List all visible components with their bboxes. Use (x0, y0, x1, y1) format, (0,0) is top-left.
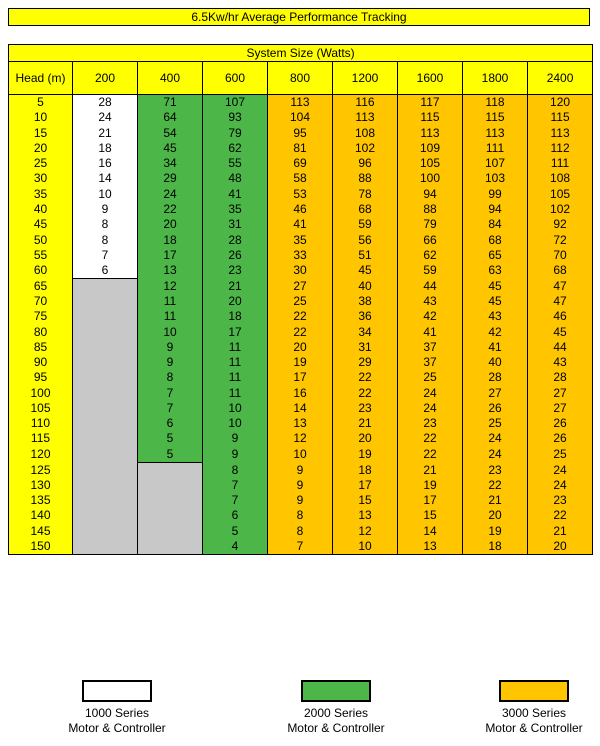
performance-cell: 28 (203, 232, 268, 247)
performance-cell: 55 (203, 156, 268, 171)
performance-cell: 69 (268, 156, 333, 171)
performance-cell: 72 (528, 232, 593, 247)
performance-cell: 19 (463, 523, 528, 538)
performance-cell: 17 (333, 478, 398, 493)
performance-cell: 59 (333, 217, 398, 232)
performance-cell: 71 (138, 95, 203, 111)
performance-cell: 10 (268, 447, 333, 463)
head-cell: 90 (9, 355, 73, 370)
table-row (9, 202, 593, 217)
performance-cell: 9 (138, 355, 203, 370)
performance-cell: 28 (73, 95, 138, 111)
performance-cell: 47 (528, 279, 593, 294)
performance-cell: 100 (398, 171, 463, 186)
performance-cell: 25 (268, 294, 333, 309)
performance-cell: 12 (138, 279, 203, 294)
performance-cell: 22 (333, 386, 398, 401)
performance-cell: 109 (398, 141, 463, 156)
performance-cell: 23 (203, 263, 268, 279)
performance-cell: 17 (398, 493, 463, 508)
performance-cell: 9 (203, 447, 268, 463)
performance-cell: 120 (528, 95, 593, 111)
head-cell: 130 (9, 478, 73, 493)
performance-cell: 24 (138, 187, 203, 202)
performance-cell: 17 (268, 370, 333, 385)
head-cell: 100 (9, 386, 73, 401)
performance-cell: 8 (268, 523, 333, 538)
watts-header-2400: 2400 (528, 62, 593, 95)
head-cell: 135 (9, 493, 73, 508)
performance-cell: 115 (528, 110, 593, 125)
performance-cell: 27 (268, 279, 333, 294)
watts-header-400: 400 (138, 62, 203, 95)
performance-cell: 24 (398, 401, 463, 416)
performance-cell: 34 (333, 324, 398, 339)
watts-header-1800: 1800 (463, 62, 528, 95)
performance-cell: 113 (398, 126, 463, 141)
performance-cell: 15 (333, 493, 398, 508)
table-row (9, 95, 593, 111)
performance-cell: 21 (528, 523, 593, 538)
performance-cell: 23 (528, 493, 593, 508)
performance-cell: 29 (333, 355, 398, 370)
performance-cell: 11 (203, 355, 268, 370)
performance-cell: 111 (463, 141, 528, 156)
head-cell: 85 (9, 340, 73, 355)
table-row (9, 217, 593, 232)
performance-cell: 37 (398, 355, 463, 370)
performance-cell: 102 (333, 141, 398, 156)
performance-cell: 12 (268, 431, 333, 446)
performance-cell: 26 (528, 416, 593, 431)
performance-cell: 21 (73, 126, 138, 141)
performance-cell: 9 (73, 202, 138, 217)
performance-cell: 33 (268, 248, 333, 263)
performance-cell: 20 (203, 294, 268, 309)
head-cell: 95 (9, 370, 73, 385)
performance-cell: 20 (333, 431, 398, 446)
table-row (9, 126, 593, 141)
performance-cell: 11 (203, 370, 268, 385)
performance-cell: 5 (138, 447, 203, 463)
performance-cell: 11 (138, 294, 203, 309)
head-cell: 120 (9, 447, 73, 463)
performance-cell: 40 (463, 355, 528, 370)
performance-cell: 108 (528, 171, 593, 186)
performance-cell: 14 (73, 171, 138, 186)
performance-cell: 94 (463, 202, 528, 217)
head-cell: 30 (9, 171, 73, 186)
performance-cell: 7 (73, 248, 138, 263)
performance-cell: 26 (463, 401, 528, 416)
performance-cell: 78 (333, 187, 398, 202)
performance-cell: 113 (333, 110, 398, 125)
performance-cell: 115 (398, 110, 463, 125)
performance-cell: 36 (333, 309, 398, 324)
performance-cell: 41 (203, 187, 268, 202)
performance-cell: 22 (268, 324, 333, 339)
performance-cell: 59 (398, 263, 463, 279)
performance-cell: 18 (73, 141, 138, 156)
performance-cell: 62 (398, 248, 463, 263)
performance-cell: 26 (203, 248, 268, 263)
performance-cell: 95 (268, 126, 333, 141)
performance-cell: 45 (138, 141, 203, 156)
performance-cell: 18 (463, 539, 528, 555)
performance-cell: 17 (203, 324, 268, 339)
performance-cell: 34 (138, 156, 203, 171)
watts-header-600: 600 (203, 62, 268, 95)
performance-cell: 16 (73, 156, 138, 171)
performance-cell: 6 (138, 416, 203, 431)
table-title: 6.5Kw/hr Average Performance Tracking (8, 8, 590, 26)
head-cell: 35 (9, 187, 73, 202)
performance-cell: 107 (203, 95, 268, 111)
performance-cell: 84 (463, 217, 528, 232)
performance-cell: 105 (528, 187, 593, 202)
legend-label-line1: 2000 Series (303, 706, 369, 720)
legend-label-line1: 1000 Series (84, 706, 150, 720)
performance-cell: 22 (463, 478, 528, 493)
performance-cell: 113 (268, 95, 333, 111)
table-row (9, 187, 593, 202)
performance-cell: 8 (73, 232, 138, 247)
performance-cell: 66 (398, 232, 463, 247)
performance-cell: 7 (203, 478, 268, 493)
performance-cell: 14 (398, 523, 463, 538)
performance-cell: 13 (268, 416, 333, 431)
head-cell: 15 (9, 126, 73, 141)
performance-cell: 20 (138, 217, 203, 232)
performance-cell: 25 (528, 447, 593, 463)
head-cell: 110 (9, 416, 73, 431)
performance-cell: 10 (203, 401, 268, 416)
performance-cell: 111 (528, 156, 593, 171)
performance-cell: 31 (203, 217, 268, 232)
performance-cell: 23 (333, 401, 398, 416)
performance-cell: 44 (528, 340, 593, 355)
performance-cell: 46 (268, 202, 333, 217)
table-row (9, 171, 593, 186)
performance-cell: 51 (333, 248, 398, 263)
head-cell: 115 (9, 431, 73, 446)
performance-cell: 105 (398, 156, 463, 171)
performance-cell: 11 (138, 309, 203, 324)
performance-cell: 7 (138, 386, 203, 401)
performance-cell: 41 (463, 340, 528, 355)
legend-label-line2: Motor & Controller (68, 721, 166, 735)
performance-cell: 12 (333, 523, 398, 538)
performance-cell: 79 (398, 217, 463, 232)
table-row (9, 232, 593, 247)
head-cell: 140 (9, 508, 73, 523)
performance-cell: 35 (203, 202, 268, 217)
performance-cell: 94 (398, 187, 463, 202)
performance-cell: 68 (463, 232, 528, 247)
performance-cell: 6 (73, 263, 138, 279)
performance-cell: 53 (268, 187, 333, 202)
legend-swatch-green (301, 680, 371, 702)
performance-cell: 103 (463, 171, 528, 186)
performance-cell: 118 (463, 95, 528, 111)
legend-1000-series (52, 680, 182, 736)
legend-swatch-orange (499, 680, 569, 702)
performance-cell: 115 (463, 110, 528, 125)
performance-cell: 81 (268, 141, 333, 156)
table-row (9, 248, 593, 263)
performance-cell: 41 (268, 217, 333, 232)
performance-cell: 13 (333, 508, 398, 523)
performance-cell: 45 (528, 324, 593, 339)
performance-cell: 9 (268, 478, 333, 493)
performance-cell: 38 (333, 294, 398, 309)
performance-cell: 7 (268, 539, 333, 555)
performance-cell: 21 (333, 416, 398, 431)
head-cell: 65 (9, 279, 73, 294)
legend-2000-series (271, 680, 401, 736)
legend-label-line2: Motor & Controller (287, 721, 385, 735)
performance-cell: 20 (528, 539, 593, 555)
performance-cell: 62 (203, 141, 268, 156)
performance-cell: 21 (203, 279, 268, 294)
performance-cell: 22 (138, 202, 203, 217)
performance-cell: 28 (463, 370, 528, 385)
performance-cell: 44 (398, 279, 463, 294)
performance-cell: 30 (268, 263, 333, 279)
performance-cell: 25 (463, 416, 528, 431)
performance-cell: 9 (203, 431, 268, 446)
head-cell: 55 (9, 248, 73, 263)
performance-cell: 102 (528, 202, 593, 217)
performance-cell: 107 (463, 156, 528, 171)
performance-cell: 25 (398, 370, 463, 385)
performance-cell: 43 (528, 355, 593, 370)
performance-cell: 6 (203, 508, 268, 523)
performance-cell: 11 (203, 340, 268, 355)
performance-cell: 63 (463, 263, 528, 279)
performance-cell: 27 (528, 401, 593, 416)
legend-swatch-white (82, 680, 152, 702)
performance-cell: 10 (333, 539, 398, 555)
performance-cell: 40 (333, 279, 398, 294)
performance-cell: 37 (398, 340, 463, 355)
watts-header-800: 800 (268, 62, 333, 95)
performance-cell: 79 (203, 126, 268, 141)
head-cell: 105 (9, 401, 73, 416)
performance-cell: 88 (333, 171, 398, 186)
performance-cell: 26 (528, 431, 593, 446)
performance-cell: 8 (138, 370, 203, 385)
performance-cell: 5 (138, 431, 203, 446)
performance-cell: 70 (528, 248, 593, 263)
performance-cell: 24 (528, 462, 593, 477)
performance-cell: 19 (398, 478, 463, 493)
watts-header-1600: 1600 (398, 62, 463, 95)
legend-label-line2: Motor & Controller (485, 721, 583, 735)
table-row (9, 110, 593, 125)
performance-cell: 45 (463, 279, 528, 294)
column-header-row (9, 62, 593, 95)
performance-cell: 104 (268, 110, 333, 125)
performance-cell: 29 (138, 171, 203, 186)
performance-cell: 20 (268, 340, 333, 355)
performance-cell: 16 (268, 386, 333, 401)
watts-header-1200: 1200 (333, 62, 398, 95)
performance-cell: 68 (528, 263, 593, 279)
watts-header-200: 200 (73, 62, 138, 95)
performance-cell: 23 (398, 416, 463, 431)
performance-cell: 8 (268, 508, 333, 523)
performance-cell: 27 (463, 386, 528, 401)
performance-cell: 7 (138, 401, 203, 416)
table-body (9, 95, 593, 555)
head-cell: 50 (9, 232, 73, 247)
performance-cell: 65 (463, 248, 528, 263)
performance-cell: 18 (138, 232, 203, 247)
performance-cell: 18 (203, 309, 268, 324)
performance-cell: 14 (268, 401, 333, 416)
performance-cell: 10 (138, 324, 203, 339)
performance-cell: 112 (528, 141, 593, 156)
performance-cell: 22 (398, 447, 463, 463)
performance-cell: 9 (268, 462, 333, 477)
performance-cell: 22 (398, 431, 463, 446)
performance-cell: 17 (138, 248, 203, 263)
performance-cell: 9 (138, 340, 203, 355)
performance-cell: 24 (463, 431, 528, 446)
head-cell: 5 (9, 95, 73, 111)
performance-cell: 10 (203, 416, 268, 431)
performance-cell: 18 (333, 462, 398, 477)
performance-cell: 22 (528, 508, 593, 523)
performance-cell: 24 (463, 447, 528, 463)
performance-cell: 24 (398, 386, 463, 401)
unavailable-block (138, 462, 203, 554)
performance-cell: 24 (73, 110, 138, 125)
head-cell: 75 (9, 309, 73, 324)
performance-cell: 22 (268, 309, 333, 324)
performance-cell: 21 (398, 462, 463, 477)
performance-cell: 45 (333, 263, 398, 279)
performance-cell: 20 (463, 508, 528, 523)
performance-cell: 45 (463, 294, 528, 309)
performance-cell: 24 (528, 478, 593, 493)
head-cell: 125 (9, 462, 73, 477)
system-size-header: System Size (Watts) (9, 45, 593, 62)
table-row (9, 279, 593, 294)
performance-cell: 93 (203, 110, 268, 125)
performance-cell: 11 (203, 386, 268, 401)
performance-cell: 54 (138, 126, 203, 141)
performance-cell: 42 (463, 324, 528, 339)
performance-cell: 42 (398, 309, 463, 324)
head-cell: 150 (9, 539, 73, 555)
performance-cell: 31 (333, 340, 398, 355)
performance-cell: 68 (333, 202, 398, 217)
head-column-header: Head (m) (9, 62, 73, 95)
legend-label-line1: 3000 Series (501, 706, 567, 720)
head-cell: 145 (9, 523, 73, 538)
performance-cell: 43 (463, 309, 528, 324)
performance-cell: 64 (138, 110, 203, 125)
performance-cell: 13 (138, 263, 203, 279)
performance-cell: 21 (463, 493, 528, 508)
table-row (9, 263, 593, 279)
performance-cell: 22 (333, 370, 398, 385)
performance-cell: 46 (528, 309, 593, 324)
performance-cell: 96 (333, 156, 398, 171)
performance-cell: 19 (333, 447, 398, 463)
performance-cell: 9 (268, 493, 333, 508)
head-cell: 25 (9, 156, 73, 171)
performance-cell: 10 (73, 187, 138, 202)
performance-cell: 92 (528, 217, 593, 232)
head-cell: 70 (9, 294, 73, 309)
performance-cell: 48 (203, 171, 268, 186)
head-cell: 45 (9, 217, 73, 232)
performance-cell: 23 (463, 462, 528, 477)
performance-cell: 113 (463, 126, 528, 141)
table-row (9, 156, 593, 171)
performance-cell: 99 (463, 187, 528, 202)
performance-cell: 35 (268, 232, 333, 247)
performance-cell: 41 (398, 324, 463, 339)
performance-cell: 5 (203, 523, 268, 538)
head-cell: 80 (9, 324, 73, 339)
performance-cell: 108 (333, 126, 398, 141)
head-cell: 40 (9, 202, 73, 217)
table-row (9, 141, 593, 156)
performance-cell: 8 (203, 462, 268, 477)
performance-cell: 116 (333, 95, 398, 111)
performance-cell: 8 (73, 217, 138, 232)
performance-cell: 13 (398, 539, 463, 555)
performance-cell: 15 (398, 508, 463, 523)
performance-cell: 4 (203, 539, 268, 555)
performance-cell: 19 (268, 355, 333, 370)
head-cell: 10 (9, 110, 73, 125)
head-cell: 60 (9, 263, 73, 279)
performance-cell: 56 (333, 232, 398, 247)
head-cell: 20 (9, 141, 73, 156)
performance-cell: 7 (203, 493, 268, 508)
performance-cell: 58 (268, 171, 333, 186)
performance-cell: 117 (398, 95, 463, 111)
performance-cell: 28 (528, 370, 593, 385)
performance-cell: 88 (398, 202, 463, 217)
performance-table (8, 44, 593, 555)
performance-cell: 113 (528, 126, 593, 141)
performance-cell: 47 (528, 294, 593, 309)
performance-cell: 27 (528, 386, 593, 401)
legend-3000-series (469, 680, 599, 736)
performance-cell: 43 (398, 294, 463, 309)
unavailable-block (73, 279, 138, 555)
